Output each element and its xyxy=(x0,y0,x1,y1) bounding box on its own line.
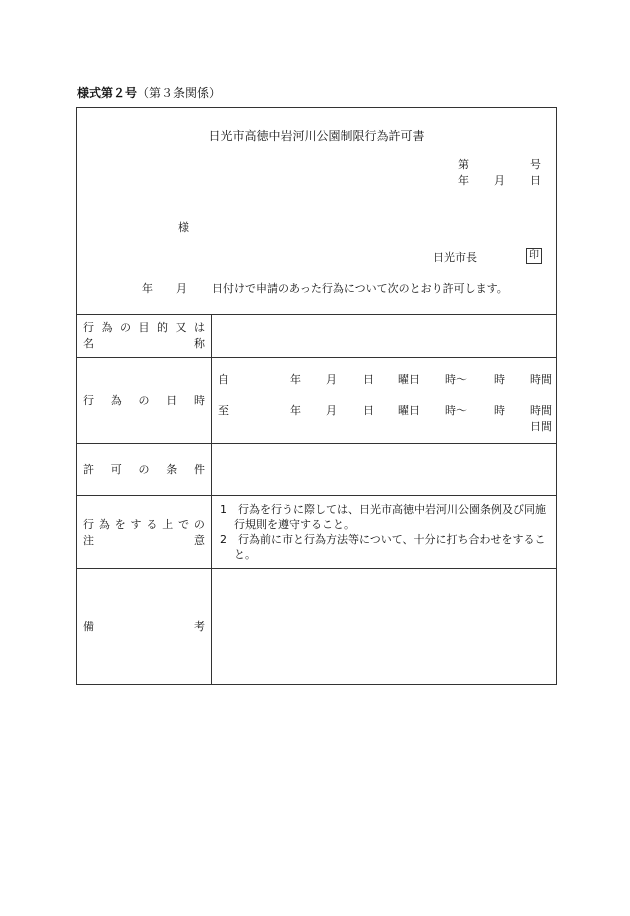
period-to-year: 年 xyxy=(290,403,301,417)
label-char: 行 xyxy=(83,517,94,531)
label-char: 為 xyxy=(98,517,110,531)
permit-table xyxy=(77,314,556,684)
period-to-time: 時〜 xyxy=(445,403,467,417)
label-char: の xyxy=(138,463,150,476)
form-title: 日光市高徳中岩河川公園制限行為許可書 xyxy=(208,129,425,143)
row-notes xyxy=(77,495,556,568)
value-purpose[interactable] xyxy=(212,314,557,357)
label-char: で xyxy=(178,517,190,531)
label-char: る xyxy=(146,517,158,531)
issue-date-year: 年 xyxy=(458,174,469,187)
statement-month: 月 xyxy=(176,282,187,295)
row-conditions xyxy=(77,443,556,495)
label-char: 注 xyxy=(83,533,94,547)
issue-date-month: 月 xyxy=(494,174,505,187)
row-purpose xyxy=(77,314,556,357)
label-char: 時 xyxy=(194,394,205,407)
label-char: 条 xyxy=(166,463,178,476)
label-purpose xyxy=(77,314,212,357)
label-remarks xyxy=(77,568,212,684)
label-char: 日 xyxy=(166,394,178,407)
period-from-time: 時〜 xyxy=(445,372,467,386)
row-remarks xyxy=(77,568,556,684)
label-char: の xyxy=(120,321,131,335)
label-char: 備 xyxy=(83,620,94,634)
label-char: 的 xyxy=(157,321,168,335)
label-char: す xyxy=(130,517,142,531)
period-from-weekday: 曜日 xyxy=(398,372,420,386)
label-char: を xyxy=(114,517,126,531)
statement-text: 日付けで申請のあった行為について次のとおり許可します。 xyxy=(212,282,508,295)
label-notes xyxy=(77,495,212,568)
period-from: 自 xyxy=(218,372,229,386)
permit-form xyxy=(76,107,557,685)
label-char: は xyxy=(194,321,205,335)
issuer-name: 日光市長 xyxy=(433,251,477,264)
value-notes xyxy=(212,495,557,568)
label-char: 意 xyxy=(194,533,205,547)
note-item-2: 2 行為前に市と行為方法等について、十分に打ち合わせをすること。 xyxy=(220,532,546,561)
period-to-day: 日 xyxy=(363,403,374,417)
label-char: 為 xyxy=(110,394,122,407)
label-char: 上 xyxy=(162,517,174,531)
label-period xyxy=(77,357,212,443)
period-from-hour: 時 xyxy=(494,372,505,386)
period-from-hours: 時間 xyxy=(530,372,552,386)
period-from-year: 年 xyxy=(290,372,301,386)
value-period[interactable] xyxy=(212,357,557,443)
form-number-label xyxy=(77,84,221,101)
addressee-suffix: 様 xyxy=(178,221,189,234)
period-to-hours: 時間 xyxy=(530,403,552,417)
label-char: の xyxy=(193,517,205,531)
label-char: 行 xyxy=(83,321,94,335)
period-to: 至 xyxy=(218,403,229,417)
label-char: の xyxy=(138,394,150,407)
form-article-ref: （第３条関係） xyxy=(137,86,222,100)
value-conditions[interactable] xyxy=(212,443,557,495)
label-char: 為 xyxy=(101,321,113,335)
statement-year: 年 xyxy=(142,282,153,295)
label-char: 考 xyxy=(194,620,205,634)
issue-date-day: 日 xyxy=(530,174,541,187)
label-char: 又 xyxy=(175,321,187,335)
permit-number-suffix: 号 xyxy=(530,158,541,171)
label-char: 行 xyxy=(83,394,94,407)
seal-box: 印 xyxy=(526,248,542,264)
label-char: 許 xyxy=(83,463,94,476)
label-conditions xyxy=(77,443,212,495)
period-days: 日間 xyxy=(530,419,552,433)
label-char: 可 xyxy=(110,463,122,476)
period-from-month: 月 xyxy=(326,372,337,386)
label-char: 称 xyxy=(194,337,205,351)
form-header xyxy=(77,108,556,315)
period-to-weekday: 曜日 xyxy=(398,403,420,417)
label-char: 目 xyxy=(138,321,150,335)
value-remarks[interactable] xyxy=(212,568,557,684)
label-char: 件 xyxy=(194,463,205,476)
form-number: 様式第２号 xyxy=(77,86,138,100)
permit-number-prefix: 第 xyxy=(458,158,469,171)
period-from-day: 日 xyxy=(363,372,374,386)
period-to-hour: 時 xyxy=(494,403,505,417)
row-period xyxy=(77,357,556,443)
note-item-1: 1 行為を行うに際しては、日光市高徳中岩河川公園条例及び同施行規則を遵守すること。 xyxy=(220,502,546,531)
label-char: 名 xyxy=(83,337,94,351)
period-to-month: 月 xyxy=(326,403,337,417)
